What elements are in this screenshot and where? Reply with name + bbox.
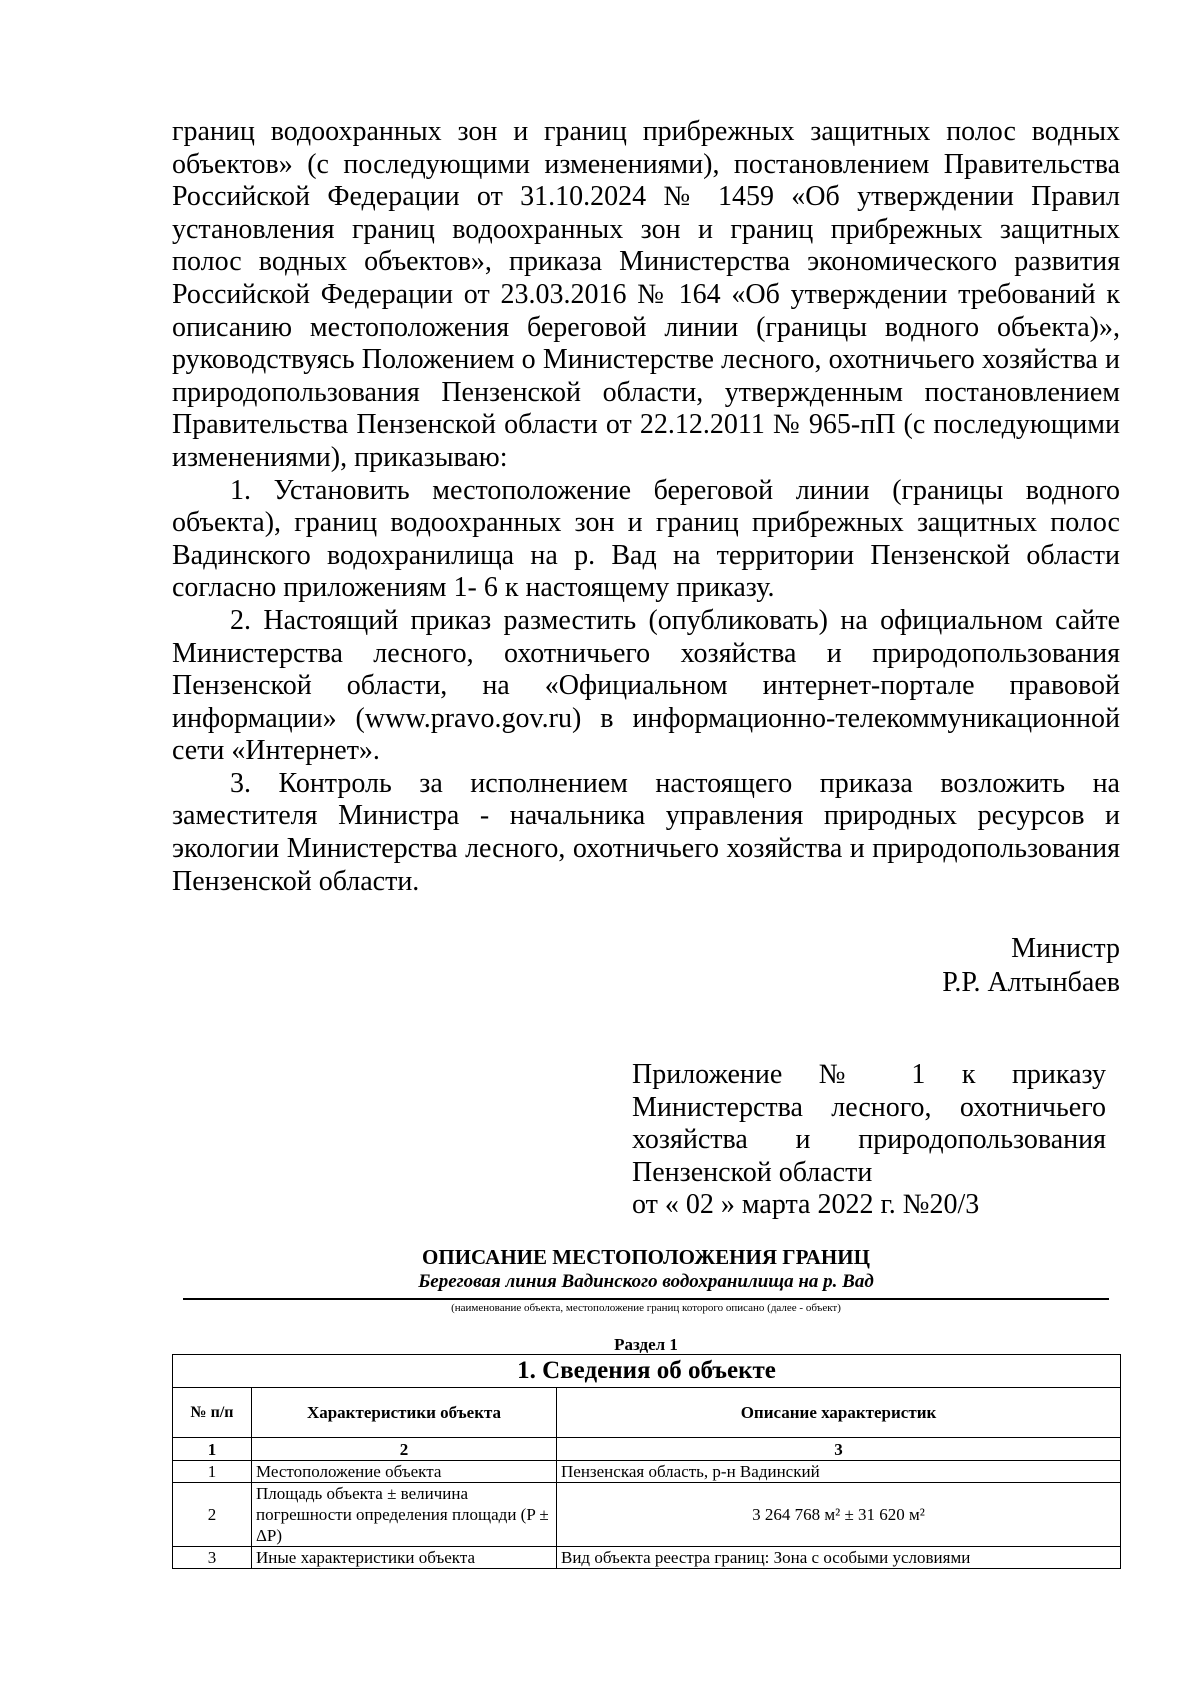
table-header-row (173, 1388, 1121, 1438)
appendix-header (632, 1059, 1106, 1222)
appendix-line-5: от « 02 » марта 2022 г. №20/3 (632, 1189, 980, 1220)
column-number-1: 1 (173, 1438, 252, 1461)
section-label: Раздел 1 (614, 1335, 678, 1354)
table-row (173, 1547, 1121, 1569)
paragraph-item-1: 1. Установить местоположение береговой линии (границы водного объекта), границ водоохранных зон и границ прибрежных защитных полос Вадинского водохранилища на р. Вад на территории Пензенской области согласно приложениям 1- 6 к настоящему приказу. (172, 474, 1120, 604)
table-caption-row (173, 1355, 1121, 1388)
description-title: ОПИСАНИЕ МЕСТОПОЛОЖЕНИЯ ГРАНИЦ (422, 1245, 870, 1269)
object-name-caption: (наименование объекта, местоположение границ которого описано (далее - объект) (451, 1302, 841, 1314)
paragraph-item-2: 2. Настоящий приказ разместить (опубликовать) на официальном сайте Министерства лесного, охотничьего хозяйства и природопользования Пензенской области, на «Официальном интернет-портале правовой информации» (www.pravo.gov.ru) в информационно-телекоммуникационной сети «Интернет». (172, 604, 1120, 767)
table-row (173, 1461, 1121, 1483)
row-description: Пензенская область, р-н Вадинский (557, 1461, 1121, 1483)
row-characteristic: Площадь объекта ± величина погрешности определения площади (P ± ΔP) (252, 1483, 557, 1547)
column-number-2: 2 (252, 1438, 557, 1461)
object-info-table (172, 1354, 1121, 1569)
paragraph-preamble: границ водоохранных зон и границ прибрежных защитных полос водных объектов» (с последующими изменениями), постановлением Правительства Российской Федерации от 31.10.2024 № 1459 «Об утверждении Правил установления границ водоохранных зон и границ прибрежных защитных полос водных объектов», приказа Министерства экономического развития Российской Федерации от 23.03.2016 № 164 «Об утверждении требований к описанию местоположения береговой линии (границы водного объекта)», руководствуясь Положением о Министерстве лесного, охотничьего хозяйства и природопользования Пензенской области, утвержденным постановлением Правительства Пензенской области от 22.12.2011 № 965-пП (с последующими изменениями), приказываю: (172, 116, 1120, 473)
row-characteristic: Иные характеристики объекта (252, 1547, 557, 1569)
signatory-name: Р.Р. Алтынбаев (942, 967, 1120, 998)
row-description: Вид объекта реестра границ: Зона с особыми условиями (557, 1547, 1121, 1569)
order-body (172, 116, 1120, 898)
appendix-line-4: Пензенской области (632, 1156, 873, 1188)
column-number-3: 3 (557, 1438, 1121, 1461)
appendix-line-3: хозяйства и природопользования (632, 1124, 1106, 1155)
appendix-line-2: Министерства лесного, охотничьего (632, 1091, 1106, 1123)
table-column-numbers-row (173, 1438, 1121, 1461)
row-description: 3 264 768 м² ± 31 620 м² (557, 1483, 1121, 1547)
table-caption: 1. Сведения об объекте (173, 1355, 1121, 1388)
signatory-position: Министр (1011, 933, 1120, 964)
object-name: Береговая линия Вадинского водохранилища на р. Вад (418, 1271, 874, 1292)
row-characteristic: Местоположение объекта (252, 1461, 557, 1483)
row-number: 2 (173, 1483, 252, 1547)
object-name-underline (183, 1298, 1109, 1300)
header-number: № п/п (173, 1388, 252, 1438)
row-number: 1 (173, 1461, 252, 1483)
row-number: 3 (173, 1547, 252, 1569)
paragraph-item-3: 3. Контроль за исполнением настоящего приказа возложить на заместителя Министра - начальника управления природных ресурсов и экологии Министерства лесного, охотничьего хозяйства и природопользования Пензенской области. (172, 767, 1120, 897)
appendix-line-1: Приложение № 1 к приказу (632, 1059, 1106, 1090)
signature-block (942, 932, 1120, 1000)
header-description: Описание характеристик (557, 1388, 1121, 1438)
header-characteristic: Характеристики объекта (252, 1388, 557, 1438)
table-row (173, 1483, 1121, 1547)
